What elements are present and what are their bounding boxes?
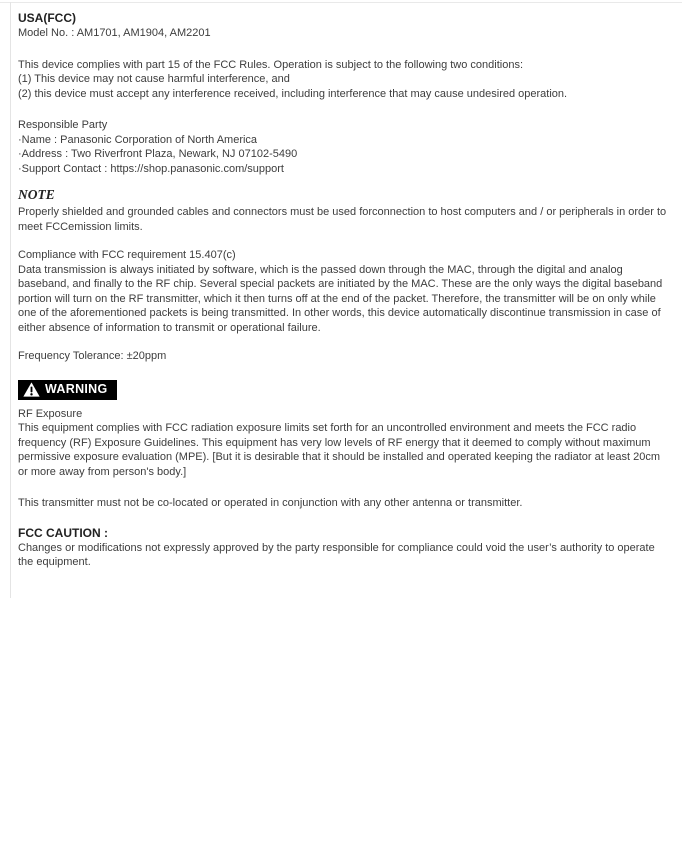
page-left-border: [10, 2, 11, 598]
warning-triangle-icon: [23, 382, 40, 397]
fcc-statement: [18, 58, 670, 102]
fcc-condition-2: (2) this device must accept any interference received, including interference that may cause undesired operation.: [18, 87, 568, 100]
note-heading: NOTE: [18, 187, 55, 202]
compliance-heading: Compliance with FCC requirement 15.407(c): [18, 249, 236, 261]
fcc-caution-body: Changes or modifications not expressly approved by the party responsible for compliance could void the user’s authority to operate the equipment.: [18, 541, 655, 568]
model-number-line: Model No. : AM1701, AM1904, AM2201: [18, 27, 211, 39]
document-content: [18, 10, 670, 570]
fcc-condition-1: (1) This device may not cause harmful interference, and: [18, 73, 290, 85]
responsible-party-name: ·Name : Panasonic Corporation of North America: [18, 133, 258, 146]
compliance-body: Data transmission is always initiated by software, which is the passed down through the MAC, through the digital and analog baseband, and finally to the RF chip. Several special packets are initiated by the MAC. These are the only ways the digital baseband portion will turn on the RF transmitter, which it then turns off at the end of the packet. Therefore, the transmitter will be on only while one of the aforementioned packets is being transmitted. In other words, this device automatically discontinue transmission in case of either absence of information to transmit or operational failure.: [18, 263, 663, 334]
fcc-caution-heading: FCC CAUTION :: [18, 525, 108, 540]
section-title: USA(FCC): [18, 11, 76, 25]
responsible-party-heading: Responsible Party: [18, 119, 108, 131]
colocation-statement: This transmitter must not be co-located or operated in conjunction with any other antenna or transmitter.: [18, 497, 523, 509]
frequency-tolerance-line: Frequency Tolerance: ±20ppm: [18, 350, 167, 362]
compliance-section: [18, 248, 670, 335]
rf-exposure-body: This equipment complies with FCC radiation exposure limits set forth for an uncontrolled environment and meets the FCC radio frequency (RF) Exposure Guidelines. This equipment has very low levels of RF energy that it deemed to comply without maximum permissive exposure evaluation (MPE). [But it is desirable that it should be installed and operated keeping the radiator at least 20cm or more away from person's body.]: [18, 422, 661, 478]
warning-badge-label: WARNING: [45, 382, 108, 396]
page-top-border: [0, 2, 682, 3]
fcc-statement-intro: This device complies with part 15 of the FCC Rules. Operation is subject to the following two conditions:: [18, 58, 524, 71]
support-url: ·Support Contact : https://shop.panasonic.com/support: [18, 162, 284, 175]
responsible-party: [18, 118, 670, 176]
rf-exposure-heading: RF Exposure: [18, 407, 83, 420]
warning-badge: [18, 380, 117, 400]
responsible-party-address: ·Address : Two Riverfront Plaza, Newark, NJ 07102-5490: [18, 148, 298, 160]
note-body: Properly shielded and grounded cables and connectors must be used forconnection to host computers and / or peripherals in order to meet FCCemission limits.: [18, 206, 667, 233]
